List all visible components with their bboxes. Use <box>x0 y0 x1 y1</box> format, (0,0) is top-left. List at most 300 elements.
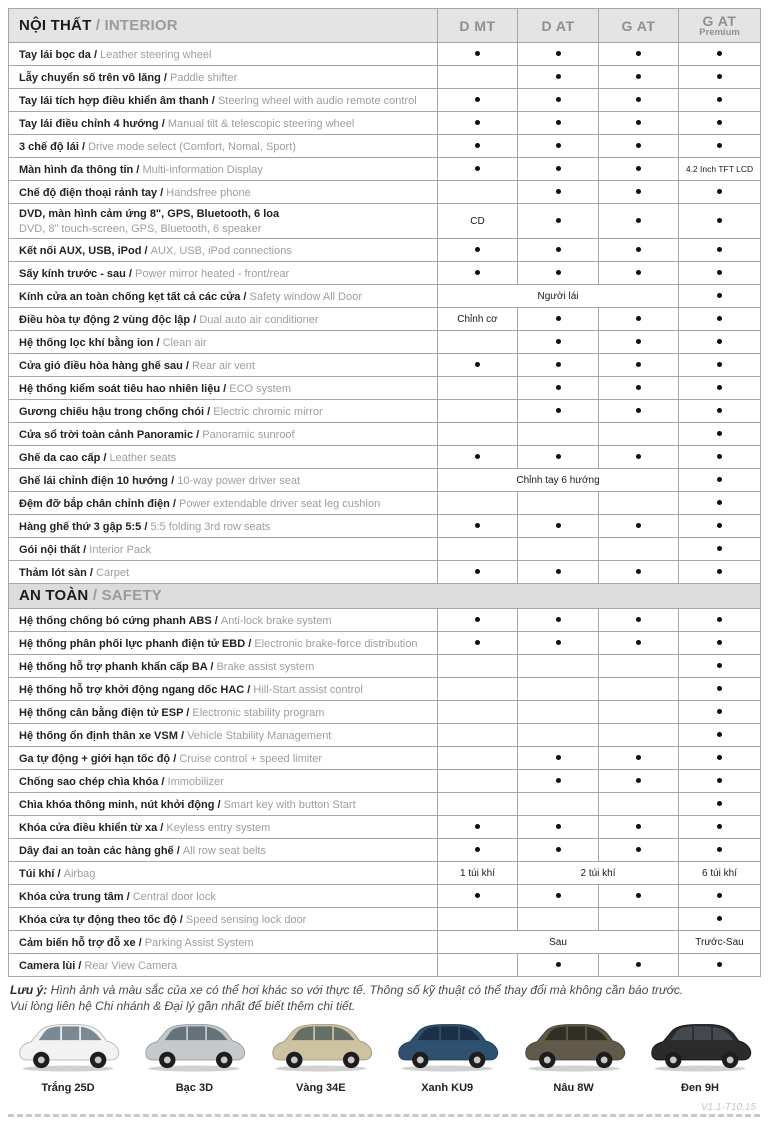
spec-cell <box>438 609 518 632</box>
availability-dot <box>717 916 722 921</box>
feature-label-en: All row seat belts <box>182 845 266 857</box>
table-row <box>9 816 761 839</box>
spec-cell: Chỉnh tay 6 hướng <box>438 469 679 492</box>
spec-cell <box>679 839 761 862</box>
availability-dot <box>717 189 722 194</box>
availability-dot <box>556 408 561 413</box>
table-row <box>9 931 761 954</box>
spec-cell: Sau <box>438 931 679 954</box>
car-color-label: Vàng 34E <box>296 1082 346 1094</box>
availability-dot <box>556 97 561 102</box>
spec-cell <box>679 747 761 770</box>
feature-cell <box>9 538 438 561</box>
availability-dot <box>717 362 722 367</box>
availability-dot <box>475 569 480 574</box>
spec-cell <box>679 678 761 701</box>
feature-label-vi: Khóa cửa tự động theo tốc độ / <box>19 914 186 926</box>
availability-dot <box>636 755 641 760</box>
feature-label-en: Handsfree phone <box>166 187 251 199</box>
table-row <box>9 655 761 678</box>
feature-label-vi: Ga tự động + giới hạn tốc độ / <box>19 753 180 765</box>
feature-label-en: 10-way power driver seat <box>177 475 301 487</box>
availability-dot <box>636 339 641 344</box>
footnote <box>10 982 758 1014</box>
feature-label-en: Leather seats <box>109 452 177 464</box>
feature-cell <box>9 112 438 135</box>
table-row <box>9 609 761 632</box>
feature-cell <box>9 204 438 239</box>
spec-cell <box>438 377 518 400</box>
availability-dot <box>556 189 561 194</box>
spec-cell <box>679 793 761 816</box>
table-row <box>9 331 761 354</box>
feature-label-vi: Hệ thống cân bằng điện tử ESP / <box>19 707 193 719</box>
feature-cell <box>9 678 438 701</box>
availability-dot <box>636 189 641 194</box>
spec-cell <box>518 954 599 977</box>
feature-label-en: 5:5 folding 3rd row seats <box>150 521 271 533</box>
spec-cell <box>679 632 761 655</box>
availability-dot <box>717 801 722 806</box>
availability-dot <box>556 166 561 171</box>
availability-dot <box>475 617 480 622</box>
feature-cell <box>9 377 438 400</box>
feature-label-vi: Hệ thống lọc khí bằng ion / <box>19 337 163 349</box>
spec-cell <box>599 724 679 747</box>
feature-cell <box>9 724 438 747</box>
spec-cell <box>599 816 679 839</box>
availability-dot <box>636 316 641 321</box>
availability-dot <box>636 97 641 102</box>
column-header-label: D MT <box>459 17 496 34</box>
availability-dot <box>636 824 641 829</box>
version-code: V1.1-T10.15 <box>700 1102 756 1113</box>
availability-dot <box>636 454 641 459</box>
availability-dot <box>636 385 641 390</box>
spec-cell <box>679 446 761 469</box>
column-header-label: D AT <box>541 17 575 34</box>
availability-dot <box>475 51 480 56</box>
spec-cell: CD <box>438 204 518 239</box>
feature-label-vi: Lẫy chuyển số trên vô lăng / <box>19 72 170 84</box>
spec-cell <box>438 400 518 423</box>
spec-cell <box>679 181 761 204</box>
table-row <box>9 954 761 977</box>
feature-label-vi: 3 chế độ lái / <box>19 141 89 153</box>
feature-label-en: Parking Assist System <box>144 937 254 949</box>
spec-cell <box>518 538 599 561</box>
availability-dot <box>475 143 480 148</box>
availability-dot <box>556 640 561 645</box>
spec-cell <box>518 492 599 515</box>
spec-cell <box>679 724 761 747</box>
spec-cell <box>599 609 679 632</box>
availability-dot <box>717 847 722 852</box>
availability-dot <box>556 847 561 852</box>
feature-label-en: Electronic stability program <box>192 707 325 719</box>
availability-dot <box>717 477 722 482</box>
spec-cell <box>518 158 599 181</box>
car-color-item <box>514 1020 634 1094</box>
car-color-label: Nâu 8W <box>553 1082 594 1094</box>
availability-dot <box>556 962 561 967</box>
feature-label-vi: Hàng ghế thứ 3 gập 5:5 / <box>19 521 151 533</box>
table-row <box>9 112 761 135</box>
availability-dot <box>475 847 480 852</box>
feature-label-en: Safety window All Door <box>249 291 362 303</box>
section-title-en: / INTERIOR <box>95 16 178 34</box>
table-row <box>9 377 761 400</box>
availability-dot <box>717 962 722 967</box>
feature-cell <box>9 135 438 158</box>
feature-cell <box>9 816 438 839</box>
feature-label-en: Carpet <box>96 567 130 579</box>
feature-cell <box>9 770 438 793</box>
table-row <box>9 66 761 89</box>
feature-cell <box>9 793 438 816</box>
availability-dot <box>556 755 561 760</box>
spec-cell <box>679 538 761 561</box>
spec-cell <box>679 377 761 400</box>
spec-cell <box>679 515 761 538</box>
car-color-label: Đen 9H <box>681 1082 719 1094</box>
spec-cell <box>438 354 518 377</box>
spec-cell <box>518 181 599 204</box>
spec-cell <box>438 515 518 538</box>
spec-cell <box>518 655 599 678</box>
availability-dot <box>717 824 722 829</box>
feature-cell <box>9 400 438 423</box>
section-title-vi: NỘI THẤT <box>19 16 96 34</box>
car-color-label: Trắng 25D <box>41 1082 95 1094</box>
availability-dot <box>717 778 722 783</box>
availability-dot <box>475 893 480 898</box>
spec-cell <box>599 954 679 977</box>
spec-cell <box>518 839 599 862</box>
availability-dot <box>636 120 641 125</box>
spec-cell <box>599 262 679 285</box>
availability-dot <box>556 143 561 148</box>
spec-cell <box>599 515 679 538</box>
feature-label-en: Power extendable driver seat leg cushion <box>179 498 381 510</box>
spec-cell <box>679 816 761 839</box>
spec-cell <box>599 66 679 89</box>
spec-cell <box>438 446 518 469</box>
spec-cell <box>518 135 599 158</box>
spec-cell <box>438 66 518 89</box>
spec-cell <box>518 908 599 931</box>
spec-cell <box>679 885 761 908</box>
table-row <box>9 632 761 655</box>
feature-label-vi: Chìa khóa thông minh, nút khởi động / <box>19 799 224 811</box>
feature-label-vi: Sấy kính trước - sau / <box>19 268 136 280</box>
feature-label-vi-text: DVD, màn hình cảm ứng 8", GPS, Bluetooth, 6 loa <box>19 208 280 220</box>
table-header <box>9 9 761 43</box>
spec-cell <box>599 701 679 724</box>
availability-dot <box>556 247 561 252</box>
spec-cell <box>599 354 679 377</box>
availability-dot <box>475 640 480 645</box>
availability-dot <box>636 247 641 252</box>
column-header-dmt <box>438 9 518 43</box>
table-row <box>9 839 761 862</box>
feature-cell <box>9 158 438 181</box>
table-row <box>9 885 761 908</box>
header-row <box>9 9 761 43</box>
feature-label-vi <box>19 206 433 221</box>
spec-cell <box>518 331 599 354</box>
spec-cell: 4.2 Inch TFT LCD <box>679 158 761 181</box>
spec-cell <box>679 285 761 308</box>
feature-label-en: Electronic brake-force distribution <box>254 638 418 650</box>
feature-label-en: Cruise control + speed limiter <box>179 753 323 765</box>
availability-dot <box>636 218 641 223</box>
spec-cell <box>438 816 518 839</box>
spec-cell <box>518 43 599 66</box>
feature-label-vi: Hệ thống chống bó cứng phanh ABS / <box>19 615 221 627</box>
spec-cell <box>599 446 679 469</box>
spec-cell <box>599 377 679 400</box>
spec-cell <box>518 112 599 135</box>
spec-cell <box>438 954 518 977</box>
availability-dot <box>475 270 480 275</box>
availability-dot <box>717 120 722 125</box>
availability-dot <box>556 316 561 321</box>
availability-dot <box>556 362 561 367</box>
spec-cell <box>599 135 679 158</box>
feature-cell <box>9 632 438 655</box>
feature-cell <box>9 908 438 931</box>
spec-cell <box>599 43 679 66</box>
table-row <box>9 862 761 885</box>
table-row <box>9 678 761 701</box>
availability-dot <box>475 120 480 125</box>
spec-cell <box>438 793 518 816</box>
spec-cell <box>518 701 599 724</box>
availability-dot <box>636 362 641 367</box>
feature-label-vi: Thảm lót sàn / <box>19 567 97 579</box>
car-image <box>138 1020 250 1074</box>
feature-label-en: ECO system <box>229 383 291 395</box>
spec-cell <box>438 885 518 908</box>
feature-label-en: Smart key with button Start <box>223 799 356 811</box>
feature-label-vi: Camera lùi / <box>19 960 85 972</box>
availability-dot <box>636 640 641 645</box>
feature-cell <box>9 931 438 954</box>
spec-cell <box>599 308 679 331</box>
feature-label-en: Central door lock <box>132 891 216 903</box>
feature-label-en: Electric chromic mirror <box>213 406 323 418</box>
availability-dot <box>717 546 722 551</box>
feature-label-vi: Tay lái bọc da / <box>19 49 101 61</box>
bottom-dashed-line <box>8 1114 760 1117</box>
car-image <box>12 1020 124 1074</box>
spec-cell <box>599 538 679 561</box>
spec-cell <box>599 793 679 816</box>
section-title-vi: AN TOÀN <box>19 587 93 604</box>
spec-cell <box>599 89 679 112</box>
spec-cell <box>679 135 761 158</box>
feature-label-vi: Ghế da cao cấp / <box>19 452 110 464</box>
spec-cell <box>599 885 679 908</box>
table-row <box>9 285 761 308</box>
spec-cell: Người lái <box>438 285 679 308</box>
spec-cell <box>599 655 679 678</box>
availability-dot <box>636 893 641 898</box>
spec-cell <box>518 816 599 839</box>
section-title-safety <box>9 584 761 609</box>
spec-cell <box>438 724 518 747</box>
feature-cell <box>9 609 438 632</box>
availability-dot <box>717 218 722 223</box>
table-row <box>9 89 761 112</box>
spec-cell <box>518 308 599 331</box>
feature-label-en <box>19 221 433 236</box>
spec-cell <box>438 239 518 262</box>
feature-label-vi: Hệ thống hỗ trợ khởi động ngang dốc HAC / <box>19 684 254 696</box>
spec-cell <box>518 377 599 400</box>
spec-cell <box>518 423 599 446</box>
spec-cell <box>518 747 599 770</box>
feature-label-en: Drive mode select (Comfort, Nomal, Sport) <box>88 141 296 153</box>
feature-label-vi: Ghế lái chỉnh điện 10 hướng / <box>19 475 178 487</box>
feature-cell <box>9 331 438 354</box>
spec-cell <box>599 112 679 135</box>
feature-cell <box>9 262 438 285</box>
feature-label-en: Vehicle Stability Management <box>187 730 332 742</box>
feature-cell <box>9 285 438 308</box>
availability-dot <box>475 247 480 252</box>
spec-cell <box>599 561 679 584</box>
feature-cell <box>9 446 438 469</box>
feature-label-en: AUX, USB, iPod connections <box>150 245 292 257</box>
spec-cell: Chỉnh cơ <box>438 308 518 331</box>
availability-dot <box>636 143 641 148</box>
spec-cell <box>679 66 761 89</box>
car-color-label: Bạc 3D <box>175 1082 214 1094</box>
spec-cell <box>679 262 761 285</box>
table-row <box>9 204 761 239</box>
spec-cell <box>599 908 679 931</box>
spec-cell <box>679 204 761 239</box>
feature-label-vi: Điều hòa tự động 2 vùng độc lập / <box>19 314 200 326</box>
feature-label-en: Panoramic sunroof <box>202 429 295 441</box>
spec-cell <box>518 724 599 747</box>
spec-cell <box>518 66 599 89</box>
availability-dot <box>717 709 722 714</box>
table-row <box>9 181 761 204</box>
table-row <box>9 262 761 285</box>
feature-label-vi: Khóa cửa điều khiển từ xa / <box>19 822 167 834</box>
spec-cell <box>438 632 518 655</box>
table-row <box>9 724 761 747</box>
spec-cell <box>518 204 599 239</box>
spec-cell <box>679 112 761 135</box>
feature-label-en-text: DVD, 8" touch-screen, GPS, Bluetooth, 6 speaker <box>19 223 262 235</box>
availability-dot <box>556 51 561 56</box>
feature-label-vi: Chế độ điện thoại rảnh tay / <box>19 187 167 199</box>
spec-cell <box>438 492 518 515</box>
footnote-label: Lưu ý: <box>10 983 48 997</box>
spec-cell: 1 túi khí <box>438 862 518 885</box>
availability-dot <box>717 663 722 668</box>
spec-cell <box>679 43 761 66</box>
spec-cell: 6 túi khí <box>679 862 761 885</box>
spec-cell <box>679 239 761 262</box>
table-row <box>9 469 761 492</box>
spec-cell <box>518 885 599 908</box>
availability-dot <box>717 732 722 737</box>
spec-cell <box>599 239 679 262</box>
spec-cell <box>599 423 679 446</box>
table-row <box>9 701 761 724</box>
feature-label-vi: Gói nội thất / <box>19 544 90 556</box>
spec-cell <box>438 158 518 181</box>
feature-label-vi: Hệ thống kiểm soát tiêu hao nhiên liệu / <box>19 383 230 395</box>
car-color-item <box>387 1020 507 1094</box>
spec-cell <box>599 632 679 655</box>
feature-label-vi: Khóa cửa trung tâm / <box>19 891 133 903</box>
table-row <box>9 747 761 770</box>
availability-dot <box>636 166 641 171</box>
spec-cell <box>438 181 518 204</box>
availability-dot <box>556 778 561 783</box>
availability-dot <box>636 617 641 622</box>
feature-label-en: Power mirror heated - front/rear <box>135 268 290 280</box>
feature-label-vi: Gương chiếu hậu trong chống chói / <box>19 406 214 418</box>
spec-cell <box>438 561 518 584</box>
feature-cell <box>9 43 438 66</box>
spec-cell <box>679 954 761 977</box>
spec-cell <box>518 770 599 793</box>
feature-cell <box>9 308 438 331</box>
spec-cell <box>679 770 761 793</box>
availability-dot <box>717 569 722 574</box>
spec-cell <box>438 678 518 701</box>
table-row <box>9 515 761 538</box>
availability-dot <box>636 962 641 967</box>
spec-cell <box>438 655 518 678</box>
spec-cell <box>438 908 518 931</box>
feature-cell <box>9 885 438 908</box>
feature-label-vi: Dây đai an toàn các hàng ghế / <box>19 845 183 857</box>
feature-cell <box>9 515 438 538</box>
availability-dot <box>556 617 561 622</box>
spec-cell: Trước-Sau <box>679 931 761 954</box>
availability-dot <box>636 523 641 528</box>
spec-cell <box>599 747 679 770</box>
feature-cell <box>9 954 438 977</box>
feature-label-en: Paddle shifter <box>169 72 238 84</box>
table-row <box>9 354 761 377</box>
feature-label-vi: Kính cửa an toàn chống kẹt tất cả các cửa / <box>19 291 250 303</box>
column-header-sublabel: Premium <box>699 26 740 38</box>
availability-dot <box>475 97 480 102</box>
table-row <box>9 400 761 423</box>
feature-cell <box>9 862 438 885</box>
availability-dot <box>717 97 722 102</box>
spec-cell <box>679 308 761 331</box>
spec-cell <box>518 793 599 816</box>
spec-cell <box>438 839 518 862</box>
availability-dot <box>556 218 561 223</box>
table-row <box>9 793 761 816</box>
spec-cell <box>679 423 761 446</box>
spec-cell <box>679 354 761 377</box>
feature-cell <box>9 561 438 584</box>
spec-cell <box>599 770 679 793</box>
spec-cell <box>679 492 761 515</box>
